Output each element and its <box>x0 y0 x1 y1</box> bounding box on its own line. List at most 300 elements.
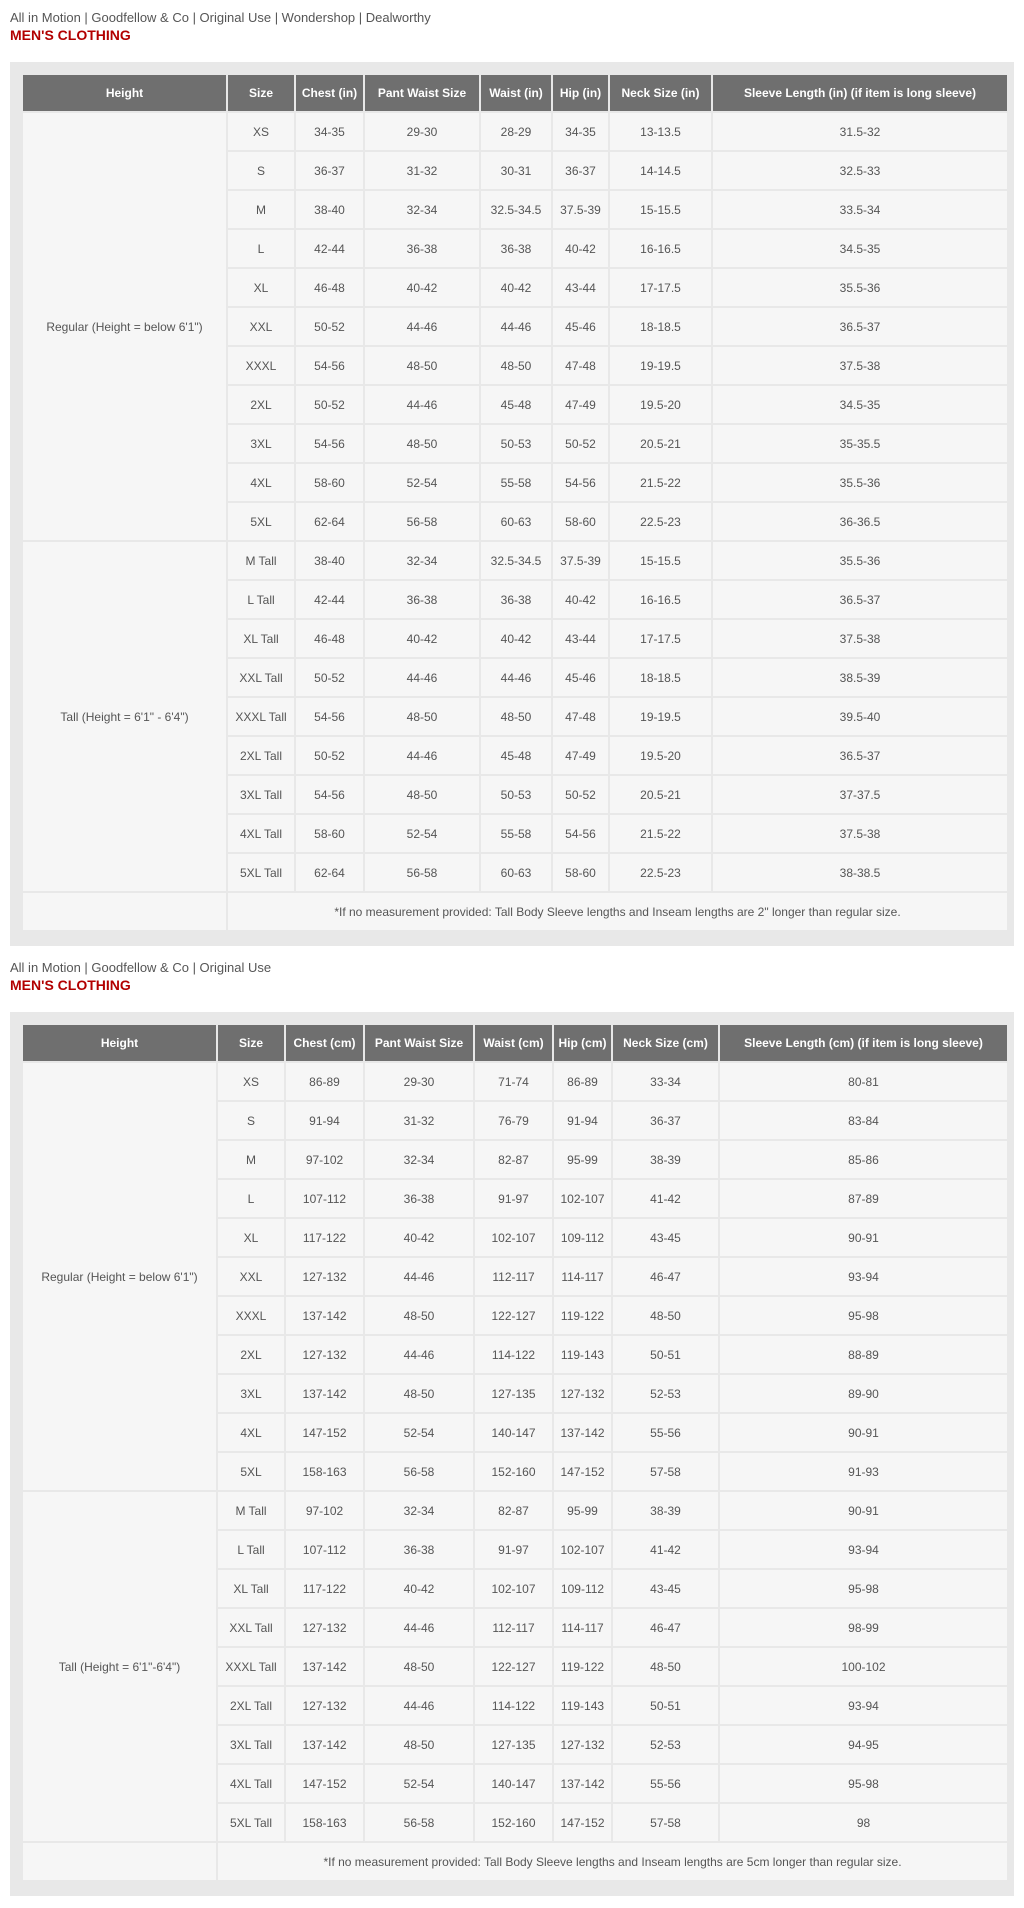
size-cell: XL Tall <box>228 620 294 657</box>
measurement-cell: 22.5-23 <box>610 854 711 891</box>
measurement-cell: 47-48 <box>553 347 608 384</box>
measurement-cell: 48-50 <box>481 698 551 735</box>
measurement-cell: 17-17.5 <box>610 269 711 306</box>
measurement-cell: 44-46 <box>365 308 479 345</box>
measurement-cell: 52-54 <box>365 1765 473 1802</box>
measurement-cell: 114-117 <box>554 1609 611 1646</box>
metric-size-section <box>0 950 1024 1908</box>
measurement-cell: 50-53 <box>481 776 551 813</box>
measurement-cell: 48-50 <box>365 1648 473 1685</box>
measurement-cell: 36-37 <box>296 152 363 189</box>
size-cell: S <box>218 1102 284 1139</box>
measurement-cell: 32.5-33 <box>713 152 1007 189</box>
header-row <box>23 1025 1007 1061</box>
measurement-cell: 48-50 <box>365 1297 473 1334</box>
measurement-cell: 60-63 <box>481 503 551 540</box>
measurement-cell: 137-142 <box>286 1375 363 1412</box>
column-header: Pant Waist Size <box>365 1025 473 1061</box>
measurement-cell: 112-117 <box>475 1609 552 1646</box>
measurement-cell: 71-74 <box>475 1063 552 1100</box>
column-header: Waist (cm) <box>475 1025 552 1061</box>
size-cell: XS <box>218 1063 284 1100</box>
measurement-cell: 107-112 <box>286 1180 363 1217</box>
measurement-cell: 52-54 <box>365 815 479 852</box>
measurement-cell: 137-142 <box>286 1648 363 1685</box>
measurement-cell: 54-56 <box>296 425 363 462</box>
measurement-cell: 137-142 <box>286 1297 363 1334</box>
measurement-cell: 119-122 <box>554 1648 611 1685</box>
measurement-cell: 93-94 <box>720 1531 1007 1568</box>
measurement-cell: 119-143 <box>554 1336 611 1373</box>
measurement-cell: 32-34 <box>365 542 479 579</box>
measurement-cell: 40-42 <box>365 620 479 657</box>
measurement-cell: 54-56 <box>553 815 608 852</box>
measurement-cell: 114-122 <box>475 1336 552 1373</box>
measurement-cell: 56-58 <box>365 854 479 891</box>
measurement-cell: 50-52 <box>296 386 363 423</box>
measurement-cell: 34.5-35 <box>713 230 1007 267</box>
measurement-cell: 48-50 <box>365 347 479 384</box>
height-group-label: Regular (Height = below 6'1") <box>23 1063 216 1490</box>
measurement-cell: 137-142 <box>286 1726 363 1763</box>
section-heading: MEN'S CLOTHING <box>10 977 131 993</box>
measurement-cell: 21.5-22 <box>610 815 711 852</box>
measurement-cell: 19.5-20 <box>610 386 711 423</box>
measurement-cell: 15-15.5 <box>610 191 711 228</box>
measurement-cell: 15-15.5 <box>610 542 711 579</box>
measurement-cell: 50-52 <box>553 776 608 813</box>
measurement-cell: 19.5-20 <box>610 737 711 774</box>
measurement-cell: 102-107 <box>475 1219 552 1256</box>
measurement-cell: 58-60 <box>553 503 608 540</box>
measurement-cell: 94-95 <box>720 1726 1007 1763</box>
measurement-cell: 31-32 <box>365 152 479 189</box>
measurement-cell: 38-39 <box>613 1492 718 1529</box>
measurement-cell: 44-46 <box>481 308 551 345</box>
measurement-cell: 37.5-38 <box>713 347 1007 384</box>
measurement-cell: 40-42 <box>365 269 479 306</box>
measurement-cell: 46-47 <box>613 1609 718 1646</box>
column-header: Size <box>228 75 294 111</box>
measurement-cell: 55-56 <box>613 1765 718 1802</box>
footnote-spacer <box>23 1843 216 1880</box>
measurement-cell: 20.5-21 <box>610 425 711 462</box>
measurement-cell: 95-98 <box>720 1297 1007 1334</box>
size-cell: XXL Tall <box>228 659 294 696</box>
measurement-cell: 122-127 <box>475 1648 552 1685</box>
measurement-cell: 30-31 <box>481 152 551 189</box>
measurement-cell: 19-19.5 <box>610 698 711 735</box>
measurement-cell: 43-45 <box>613 1219 718 1256</box>
height-group-label: Regular (Height = below 6'1") <box>23 113 226 540</box>
measurement-cell: 140-147 <box>475 1414 552 1451</box>
measurement-cell: 112-117 <box>475 1258 552 1295</box>
size-cell: 3XL Tall <box>228 776 294 813</box>
measurement-cell: 35.5-36 <box>713 464 1007 501</box>
size-cell: XL <box>218 1219 284 1256</box>
measurement-cell: 147-152 <box>554 1453 611 1490</box>
measurement-cell: 114-122 <box>475 1687 552 1724</box>
measurement-cell: 102-107 <box>554 1531 611 1568</box>
measurement-cell: 48-50 <box>365 698 479 735</box>
measurement-cell: 36-38 <box>481 581 551 618</box>
measurement-cell: 55-58 <box>481 464 551 501</box>
measurement-cell: 102-107 <box>475 1570 552 1607</box>
table-row <box>23 542 1007 579</box>
measurement-cell: 36-36.5 <box>713 503 1007 540</box>
size-cell: 4XL <box>218 1414 284 1451</box>
measurement-cell: 44-46 <box>365 737 479 774</box>
column-header: Hip (in) <box>553 75 608 111</box>
measurement-cell: 41-42 <box>613 1531 718 1568</box>
measurement-cell: 83-84 <box>720 1102 1007 1139</box>
section-heading: MEN'S CLOTHING <box>10 27 131 43</box>
measurement-cell: 46-47 <box>613 1258 718 1295</box>
size-cell: 3XL <box>228 425 294 462</box>
measurement-cell: 95-99 <box>554 1492 611 1529</box>
column-header: Chest (in) <box>296 75 363 111</box>
measurement-cell: 14-14.5 <box>610 152 711 189</box>
measurement-cell: 40-42 <box>481 620 551 657</box>
size-cell: XXL <box>218 1258 284 1295</box>
measurement-cell: 50-52 <box>296 737 363 774</box>
size-cell: 5XL Tall <box>228 854 294 891</box>
measurement-cell: 60-63 <box>481 854 551 891</box>
measurement-cell: 44-46 <box>365 1258 473 1295</box>
measurement-cell: 35.5-36 <box>713 542 1007 579</box>
size-cell: 5XL <box>218 1453 284 1490</box>
measurement-cell: 41-42 <box>613 1180 718 1217</box>
measurement-cell: 54-56 <box>296 698 363 735</box>
measurement-cell: 76-79 <box>475 1102 552 1139</box>
measurement-cell: 45-48 <box>481 737 551 774</box>
measurement-cell: 137-142 <box>554 1765 611 1802</box>
measurement-cell: 29-30 <box>365 113 479 150</box>
measurement-cell: 36.5-37 <box>713 737 1007 774</box>
measurement-cell: 127-132 <box>286 1609 363 1646</box>
measurement-cell: 36-38 <box>365 230 479 267</box>
size-cell: XL Tall <box>218 1570 284 1607</box>
measurement-cell: 86-89 <box>286 1063 363 1100</box>
measurement-cell: 37.5-39 <box>553 542 608 579</box>
measurement-cell: 54-56 <box>296 347 363 384</box>
measurement-cell: 32.5-34.5 <box>481 542 551 579</box>
measurement-cell: 28-29 <box>481 113 551 150</box>
measurement-cell: 40-42 <box>365 1219 473 1256</box>
measurement-cell: 95-98 <box>720 1570 1007 1607</box>
measurement-cell: 46-48 <box>296 620 363 657</box>
measurement-cell: 147-152 <box>554 1804 611 1841</box>
measurement-cell: 38-38.5 <box>713 854 1007 891</box>
size-cell: XXXL <box>218 1297 284 1334</box>
size-chart-table <box>21 1023 1009 1882</box>
measurement-cell: 91-94 <box>554 1102 611 1139</box>
measurement-cell: 93-94 <box>720 1258 1007 1295</box>
measurement-cell: 137-142 <box>554 1414 611 1451</box>
size-cell: 2XL Tall <box>218 1687 284 1724</box>
measurement-cell: 107-112 <box>286 1531 363 1568</box>
measurement-cell: 37.5-38 <box>713 815 1007 852</box>
measurement-cell: 109-112 <box>554 1570 611 1607</box>
size-cell: XXXL <box>228 347 294 384</box>
measurement-cell: 90-91 <box>720 1414 1007 1451</box>
size-chart-frame <box>10 1012 1014 1896</box>
measurement-cell: 36.5-37 <box>713 308 1007 345</box>
height-group-label: Tall (Height = 6'1" - 6'4") <box>23 542 226 891</box>
size-cell: 2XL <box>228 386 294 423</box>
measurement-cell: 117-122 <box>286 1219 363 1256</box>
measurement-cell: 16-16.5 <box>610 581 711 618</box>
measurement-cell: 45-46 <box>553 659 608 696</box>
measurement-cell: 48-50 <box>365 1726 473 1763</box>
measurement-cell: 82-87 <box>475 1492 552 1529</box>
measurement-cell: 54-56 <box>553 464 608 501</box>
footnote: *If no measurement provided: Tall Body Sleeve lengths and Inseam lengths are 5cm longer than regular size. <box>218 1843 1007 1880</box>
measurement-cell: 86-89 <box>554 1063 611 1100</box>
column-header: Waist (in) <box>481 75 551 111</box>
footnote: *If no measurement provided: Tall Body Sleeve lengths and Inseam lengths are 2" longer than regular size. <box>228 893 1007 930</box>
measurement-cell: 36-38 <box>365 581 479 618</box>
height-group-label: Tall (Height = 6'1"-6'4") <box>23 1492 216 1841</box>
measurement-cell: 91-93 <box>720 1453 1007 1490</box>
measurement-cell: 127-135 <box>475 1726 552 1763</box>
size-cell: 2XL <box>218 1336 284 1373</box>
size-cell: M Tall <box>228 542 294 579</box>
measurement-cell: 50-52 <box>296 659 363 696</box>
column-header: Hip (cm) <box>554 1025 611 1061</box>
size-cell: 5XL Tall <box>218 1804 284 1841</box>
measurement-cell: 80-81 <box>720 1063 1007 1100</box>
size-cell: XXL <box>228 308 294 345</box>
column-header: Neck Size (cm) <box>613 1025 718 1061</box>
size-cell: XS <box>228 113 294 150</box>
size-cell: XXXL Tall <box>228 698 294 735</box>
measurement-cell: 36-37 <box>613 1102 718 1139</box>
measurement-cell: 127-132 <box>286 1336 363 1373</box>
measurement-cell: 47-49 <box>553 737 608 774</box>
measurement-cell: 109-112 <box>554 1219 611 1256</box>
measurement-cell: 127-132 <box>554 1375 611 1412</box>
size-cell: M <box>228 191 294 228</box>
size-cell: XXXL Tall <box>218 1648 284 1685</box>
measurement-cell: 34-35 <box>553 113 608 150</box>
size-cell: 2XL Tall <box>228 737 294 774</box>
measurement-cell: 45-46 <box>553 308 608 345</box>
measurement-cell: 52-54 <box>365 464 479 501</box>
measurement-cell: 47-49 <box>553 386 608 423</box>
measurement-cell: 43-45 <box>613 1570 718 1607</box>
column-header: Sleeve Length (in) (if item is long sleeve) <box>713 75 1007 111</box>
measurement-cell: 21.5-22 <box>610 464 711 501</box>
column-header: Neck Size (in) <box>610 75 711 111</box>
measurement-cell: 58-60 <box>296 464 363 501</box>
size-cell: M Tall <box>218 1492 284 1529</box>
measurement-cell: 50-52 <box>296 308 363 345</box>
measurement-cell: 158-163 <box>286 1804 363 1841</box>
measurement-cell: 88-89 <box>720 1336 1007 1373</box>
measurement-cell: 42-44 <box>296 230 363 267</box>
measurement-cell: 40-42 <box>481 269 551 306</box>
measurement-cell: 44-46 <box>365 1336 473 1373</box>
measurement-cell: 44-46 <box>365 386 479 423</box>
measurement-cell: 147-152 <box>286 1414 363 1451</box>
measurement-cell: 57-58 <box>613 1804 718 1841</box>
measurement-cell: 19-19.5 <box>610 347 711 384</box>
measurement-cell: 117-122 <box>286 1570 363 1607</box>
measurement-cell: 18-18.5 <box>610 308 711 345</box>
measurement-cell: 46-48 <box>296 269 363 306</box>
measurement-cell: 52-54 <box>365 1414 473 1451</box>
column-header: Pant Waist Size <box>365 75 479 111</box>
size-cell: L Tall <box>228 581 294 618</box>
measurement-cell: 50-53 <box>481 425 551 462</box>
measurement-cell: 152-160 <box>475 1804 552 1841</box>
size-cell: M <box>218 1141 284 1178</box>
measurement-cell: 95-98 <box>720 1765 1007 1802</box>
measurement-cell: 36-38 <box>365 1531 473 1568</box>
measurement-cell: 48-50 <box>481 347 551 384</box>
header-row <box>23 75 1007 111</box>
measurement-cell: 119-122 <box>554 1297 611 1334</box>
measurement-cell: 127-132 <box>286 1258 363 1295</box>
measurement-cell: 44-46 <box>365 659 479 696</box>
size-cell: L <box>228 230 294 267</box>
measurement-cell: 40-42 <box>553 581 608 618</box>
measurement-cell: 40-42 <box>365 1570 473 1607</box>
footnote-row <box>23 1843 1007 1880</box>
measurement-cell: 50-52 <box>553 425 608 462</box>
measurement-cell: 91-97 <box>475 1531 552 1568</box>
measurement-cell: 42-44 <box>296 581 363 618</box>
size-chart-frame <box>10 62 1014 946</box>
measurement-cell: 54-56 <box>296 776 363 813</box>
measurement-cell: 91-97 <box>475 1180 552 1217</box>
measurement-cell: 37.5-39 <box>553 191 608 228</box>
measurement-cell: 36-38 <box>481 230 551 267</box>
measurement-cell: 44-46 <box>365 1609 473 1646</box>
measurement-cell: 52-53 <box>613 1726 718 1763</box>
size-cell: 4XL Tall <box>228 815 294 852</box>
measurement-cell: 97-102 <box>286 1141 363 1178</box>
measurement-cell: 55-56 <box>613 1414 718 1451</box>
measurement-cell: 29-30 <box>365 1063 473 1100</box>
measurement-cell: 47-48 <box>553 698 608 735</box>
table-row <box>23 1492 1007 1529</box>
table-row <box>23 113 1007 150</box>
measurement-cell: 37-37.5 <box>713 776 1007 813</box>
measurement-cell: 43-44 <box>553 620 608 657</box>
measurement-cell: 93-94 <box>720 1687 1007 1724</box>
measurement-cell: 114-117 <box>554 1258 611 1295</box>
measurement-cell: 50-51 <box>613 1336 718 1373</box>
measurement-cell: 34-35 <box>296 113 363 150</box>
imperial-size-section <box>0 0 1024 950</box>
size-cell: 3XL <box>218 1375 284 1412</box>
size-cell: L <box>218 1180 284 1217</box>
measurement-cell: 90-91 <box>720 1219 1007 1256</box>
measurement-cell: 50-51 <box>613 1687 718 1724</box>
measurement-cell: 98-99 <box>720 1609 1007 1646</box>
measurement-cell: 48-50 <box>365 425 479 462</box>
measurement-cell: 95-99 <box>554 1141 611 1178</box>
measurement-cell: 152-160 <box>475 1453 552 1490</box>
measurement-cell: 18-18.5 <box>610 659 711 696</box>
measurement-cell: 36.5-37 <box>713 581 1007 618</box>
measurement-cell: 147-152 <box>286 1765 363 1802</box>
measurement-cell: 57-58 <box>613 1453 718 1490</box>
measurement-cell: 87-89 <box>720 1180 1007 1217</box>
measurement-cell: 56-58 <box>365 1804 473 1841</box>
measurement-cell: 62-64 <box>296 503 363 540</box>
size-cell: 4XL Tall <box>218 1765 284 1802</box>
measurement-cell: 119-143 <box>554 1687 611 1724</box>
measurement-cell: 33.5-34 <box>713 191 1007 228</box>
measurement-cell: 37.5-38 <box>713 620 1007 657</box>
measurement-cell: 32-34 <box>365 1141 473 1178</box>
measurement-cell: 58-60 <box>553 854 608 891</box>
measurement-cell: 13-13.5 <box>610 113 711 150</box>
measurement-cell: 91-94 <box>286 1102 363 1139</box>
footnote-spacer <box>23 893 226 930</box>
measurement-cell: 90-91 <box>720 1492 1007 1529</box>
measurement-cell: 31.5-32 <box>713 113 1007 150</box>
measurement-cell: 22.5-23 <box>610 503 711 540</box>
measurement-cell: 38-39 <box>613 1141 718 1178</box>
column-header: Sleeve Length (cm) (if item is long sleeve) <box>720 1025 1007 1061</box>
measurement-cell: 32-34 <box>365 1492 473 1529</box>
measurement-cell: 52-53 <box>613 1375 718 1412</box>
measurement-cell: 127-135 <box>475 1375 552 1412</box>
measurement-cell: 48-50 <box>365 1375 473 1412</box>
measurement-cell: 35-35.5 <box>713 425 1007 462</box>
measurement-cell: 43-44 <box>553 269 608 306</box>
measurement-cell: 39.5-40 <box>713 698 1007 735</box>
size-chart-table <box>21 73 1009 932</box>
measurement-cell: 32-34 <box>365 191 479 228</box>
size-cell: 4XL <box>228 464 294 501</box>
measurement-cell: 89-90 <box>720 1375 1007 1412</box>
measurement-cell: 33-34 <box>613 1063 718 1100</box>
measurement-cell: 45-48 <box>481 386 551 423</box>
measurement-cell: 40-42 <box>553 230 608 267</box>
measurement-cell: 98 <box>720 1804 1007 1841</box>
brand-list: All in Motion | Goodfellow & Co | Original Use | Wondershop | Dealworthy <box>10 10 431 25</box>
measurement-cell: 85-86 <box>720 1141 1007 1178</box>
column-header: Size <box>218 1025 284 1061</box>
measurement-cell: 127-132 <box>554 1726 611 1763</box>
measurement-cell: 158-163 <box>286 1453 363 1490</box>
measurement-cell: 31-32 <box>365 1102 473 1139</box>
measurement-cell: 35.5-36 <box>713 269 1007 306</box>
measurement-cell: 56-58 <box>365 503 479 540</box>
footnote-row <box>23 893 1007 930</box>
measurement-cell: 36-38 <box>365 1180 473 1217</box>
measurement-cell: 48-50 <box>613 1297 718 1334</box>
size-cell: 5XL <box>228 503 294 540</box>
measurement-cell: 127-132 <box>286 1687 363 1724</box>
size-cell: XL <box>228 269 294 306</box>
measurement-cell: 16-16.5 <box>610 230 711 267</box>
measurement-cell: 100-102 <box>720 1648 1007 1685</box>
measurement-cell: 140-147 <box>475 1765 552 1802</box>
size-cell: S <box>228 152 294 189</box>
measurement-cell: 20.5-21 <box>610 776 711 813</box>
measurement-cell: 17-17.5 <box>610 620 711 657</box>
measurement-cell: 58-60 <box>296 815 363 852</box>
measurement-cell: 82-87 <box>475 1141 552 1178</box>
table-row <box>23 1063 1007 1100</box>
column-header: Chest (cm) <box>286 1025 363 1061</box>
